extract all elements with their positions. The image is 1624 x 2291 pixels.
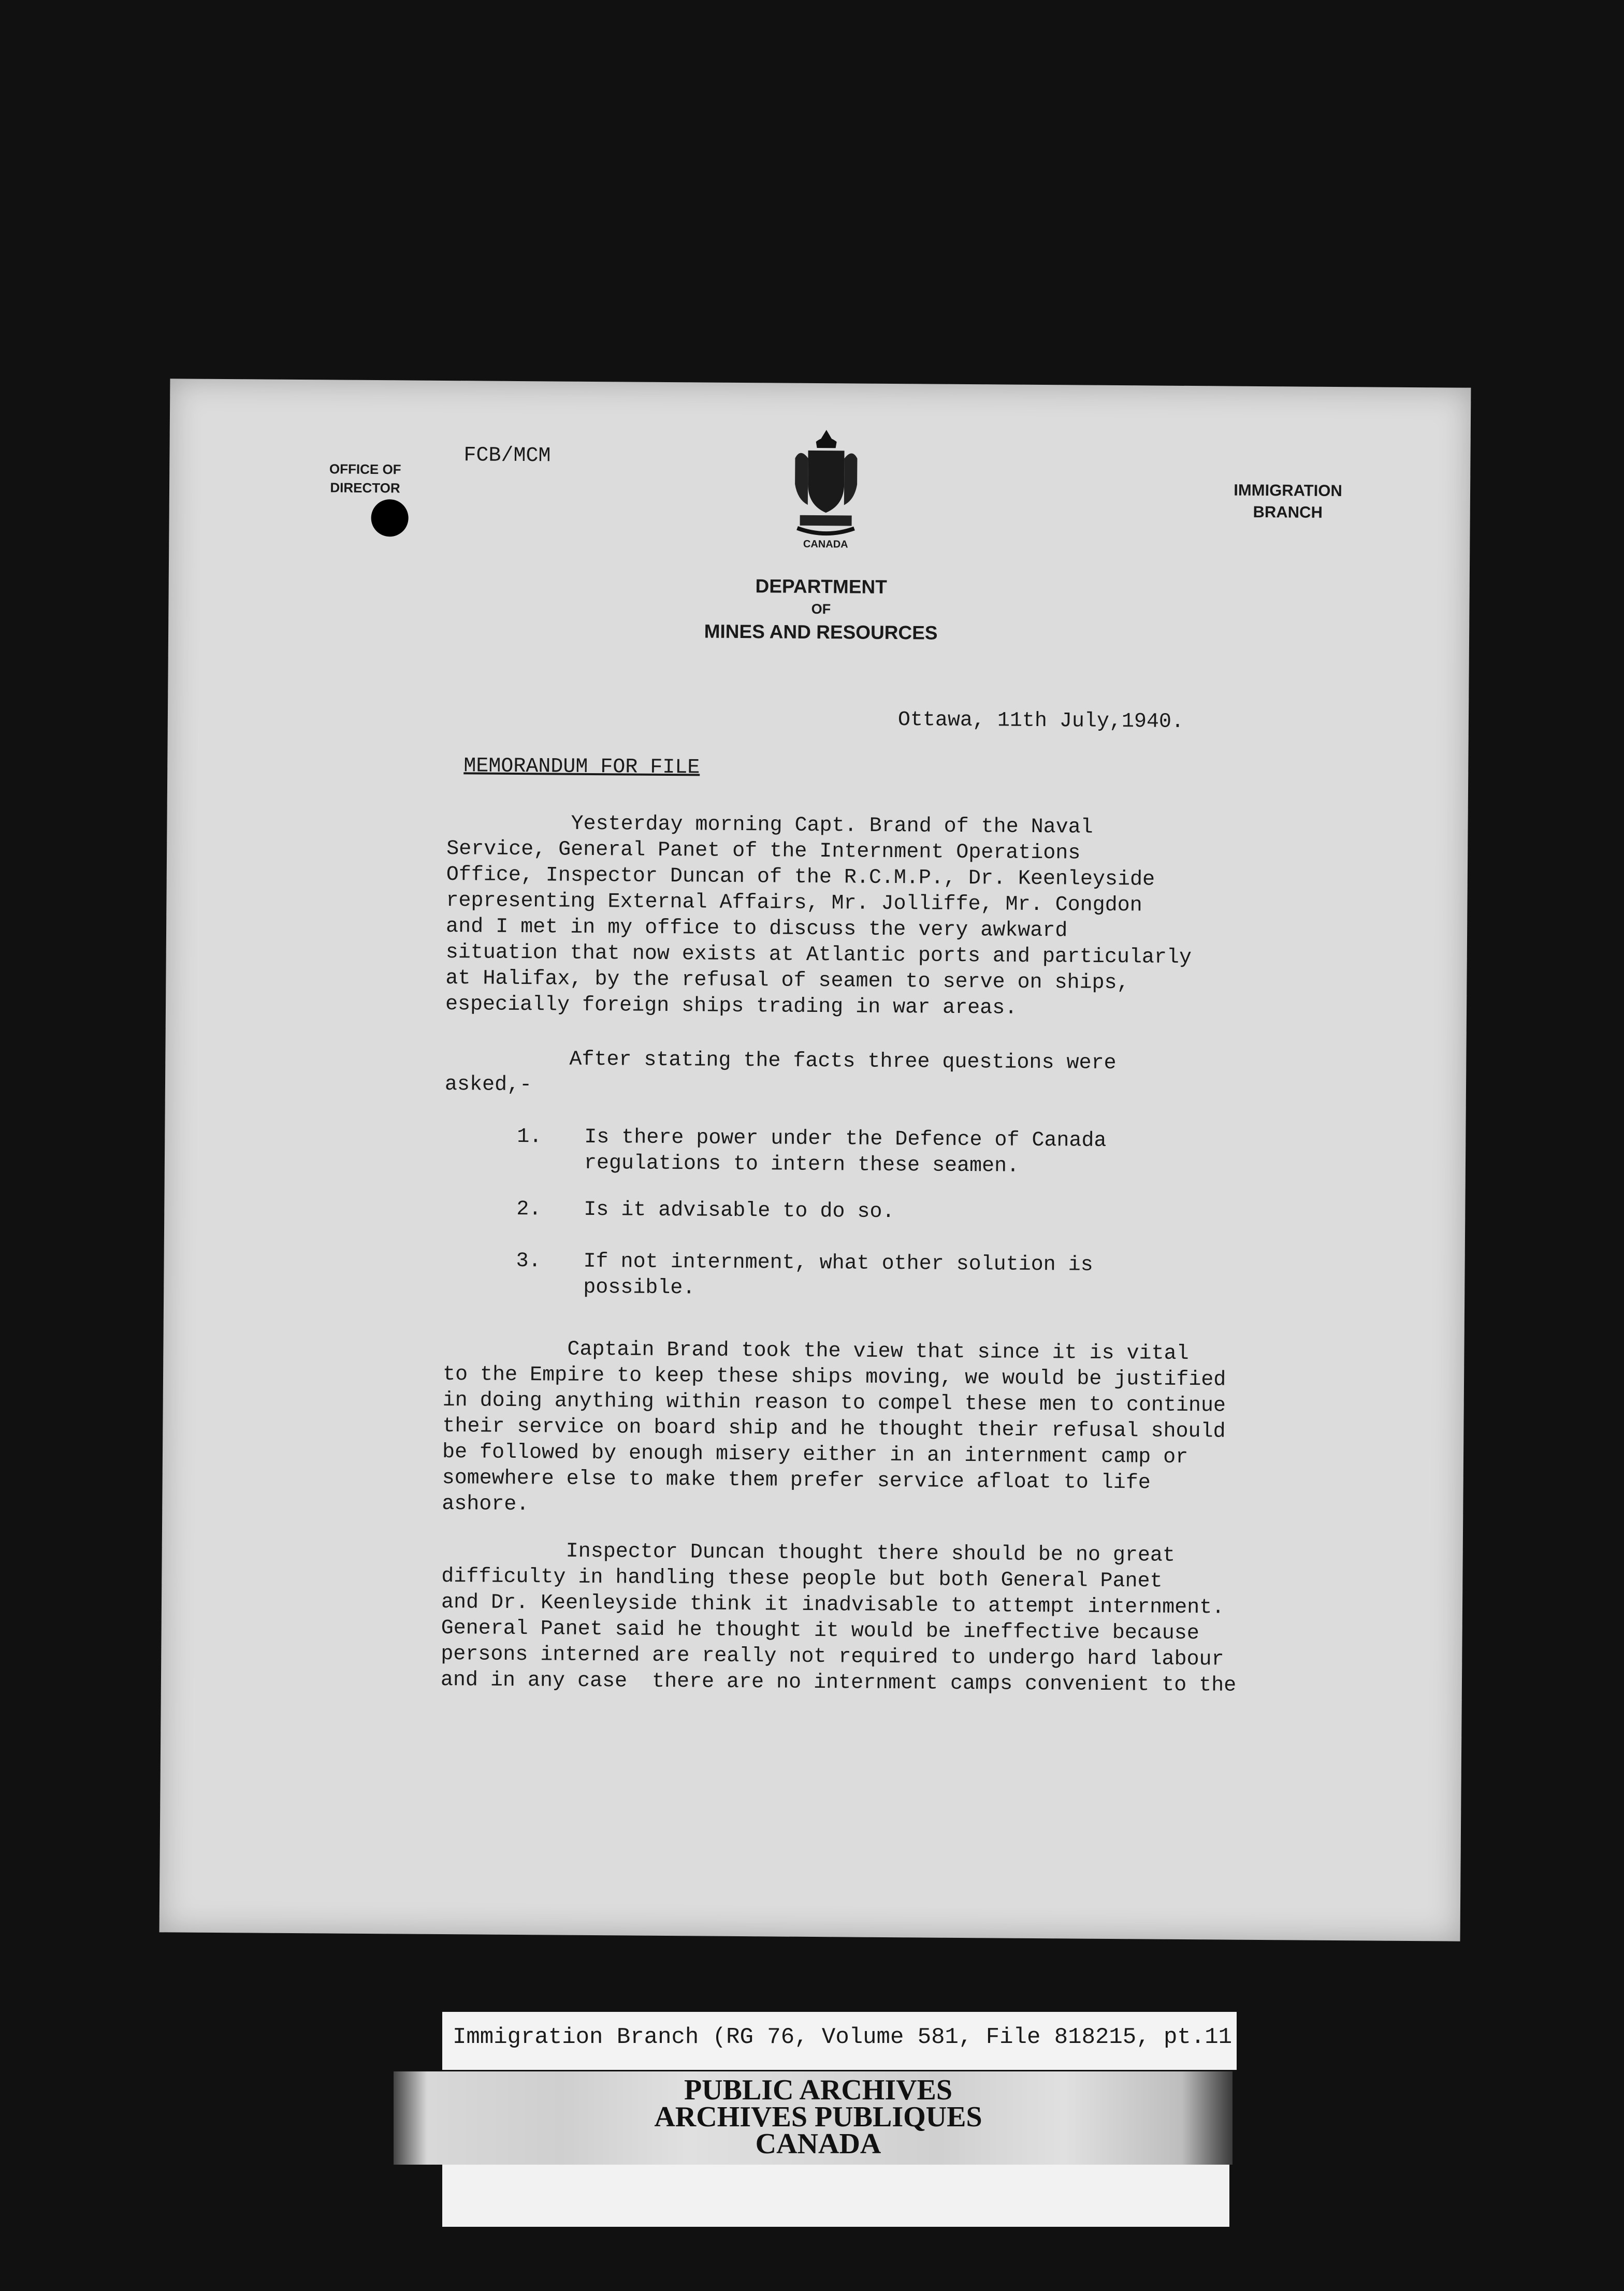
memo-date: Ottawa, 11th July,1940.	[897, 708, 1184, 734]
dept-line-1: DEPARTMENT	[755, 575, 887, 598]
crest-caption: CANADA	[803, 538, 848, 550]
reference-initials: FCB/MCM	[463, 444, 551, 468]
stamp-line-2: ARCHIVES PUBLIQUES	[654, 2101, 982, 2133]
paragraph-1: Yesterday morning Capt. Brand of the Naval Service, General Panet of the Internment Operations Office, Inspector Duncan of the R.C.M.P., Dr. Keenleyside representing External Affairs, Mr. Jolliffe, Mr. Congdon and I met in my office to discuss the very awkward situation that now exists at Atlantic ports and particularly at Halifax, by the refusal of seamen to serve on ships, especially foreign ships trading in war areas.	[445, 811, 1192, 1020]
paragraph-2: After stating the facts three questions were asked,-	[444, 1047, 1116, 1097]
immigration-branch: IMMIGRATION BRANCH	[1234, 481, 1342, 521]
office-of-director: OFFICE OF DIRECTOR	[329, 461, 401, 496]
punch-hole	[371, 499, 409, 537]
archive-stamp	[621, 2074, 1015, 2160]
dept-line-3: MINES AND RESOURCES	[704, 620, 938, 644]
department-header	[665, 574, 977, 646]
memo-heading: MEMORANDUM FOR FILE	[463, 755, 700, 780]
stamp-line-1: PUBLIC ARCHIVES	[684, 2074, 953, 2106]
question-text: Is there power under the Defence of Canada regulations to intern these seamen.	[584, 1125, 1107, 1178]
label-backing	[442, 2165, 1229, 2227]
archive-reference-text: Immigration Branch (RG 76, Volume 581, File 818215, pt.11	[453, 2024, 1232, 2050]
dept-line-2: OF	[811, 601, 831, 617]
paragraph-3: Captain Brand took the view that since it is vital to the Empire to keep these ships moving, we would be justified in doing anything within reason to compel these men to continue their service on board ship and he thought their refusal should be followed by enough misery either in an internment camp or somewhere else to make them prefer service afloat to life ashore.	[442, 1337, 1226, 1517]
archive-stamp-strip	[394, 2071, 1232, 2165]
question-number: 3.	[516, 1249, 541, 1273]
stamp-line-3: CANADA	[755, 2128, 881, 2160]
question-number: 1.	[517, 1125, 542, 1149]
question-text: Is it advisable to do so.	[584, 1198, 895, 1224]
coat-of-arms-icon	[789, 427, 862, 539]
archive-reference-label	[442, 2012, 1237, 2070]
memo-page	[160, 379, 1471, 1941]
question-text: If not internment, what other solution is possible.	[583, 1250, 1093, 1300]
paragraph-4: Inspector Duncan thought there should be no great difficulty in handling these people but both General Panet and Dr. Keenleyside think it inadvisable to attempt internment. General Panet said he thought it would be ineffective because persons interned are really not required to undergo hard labour and in any case there are no internment camps convenient to the	[440, 1539, 1237, 1698]
question-number: 2.	[516, 1197, 542, 1222]
